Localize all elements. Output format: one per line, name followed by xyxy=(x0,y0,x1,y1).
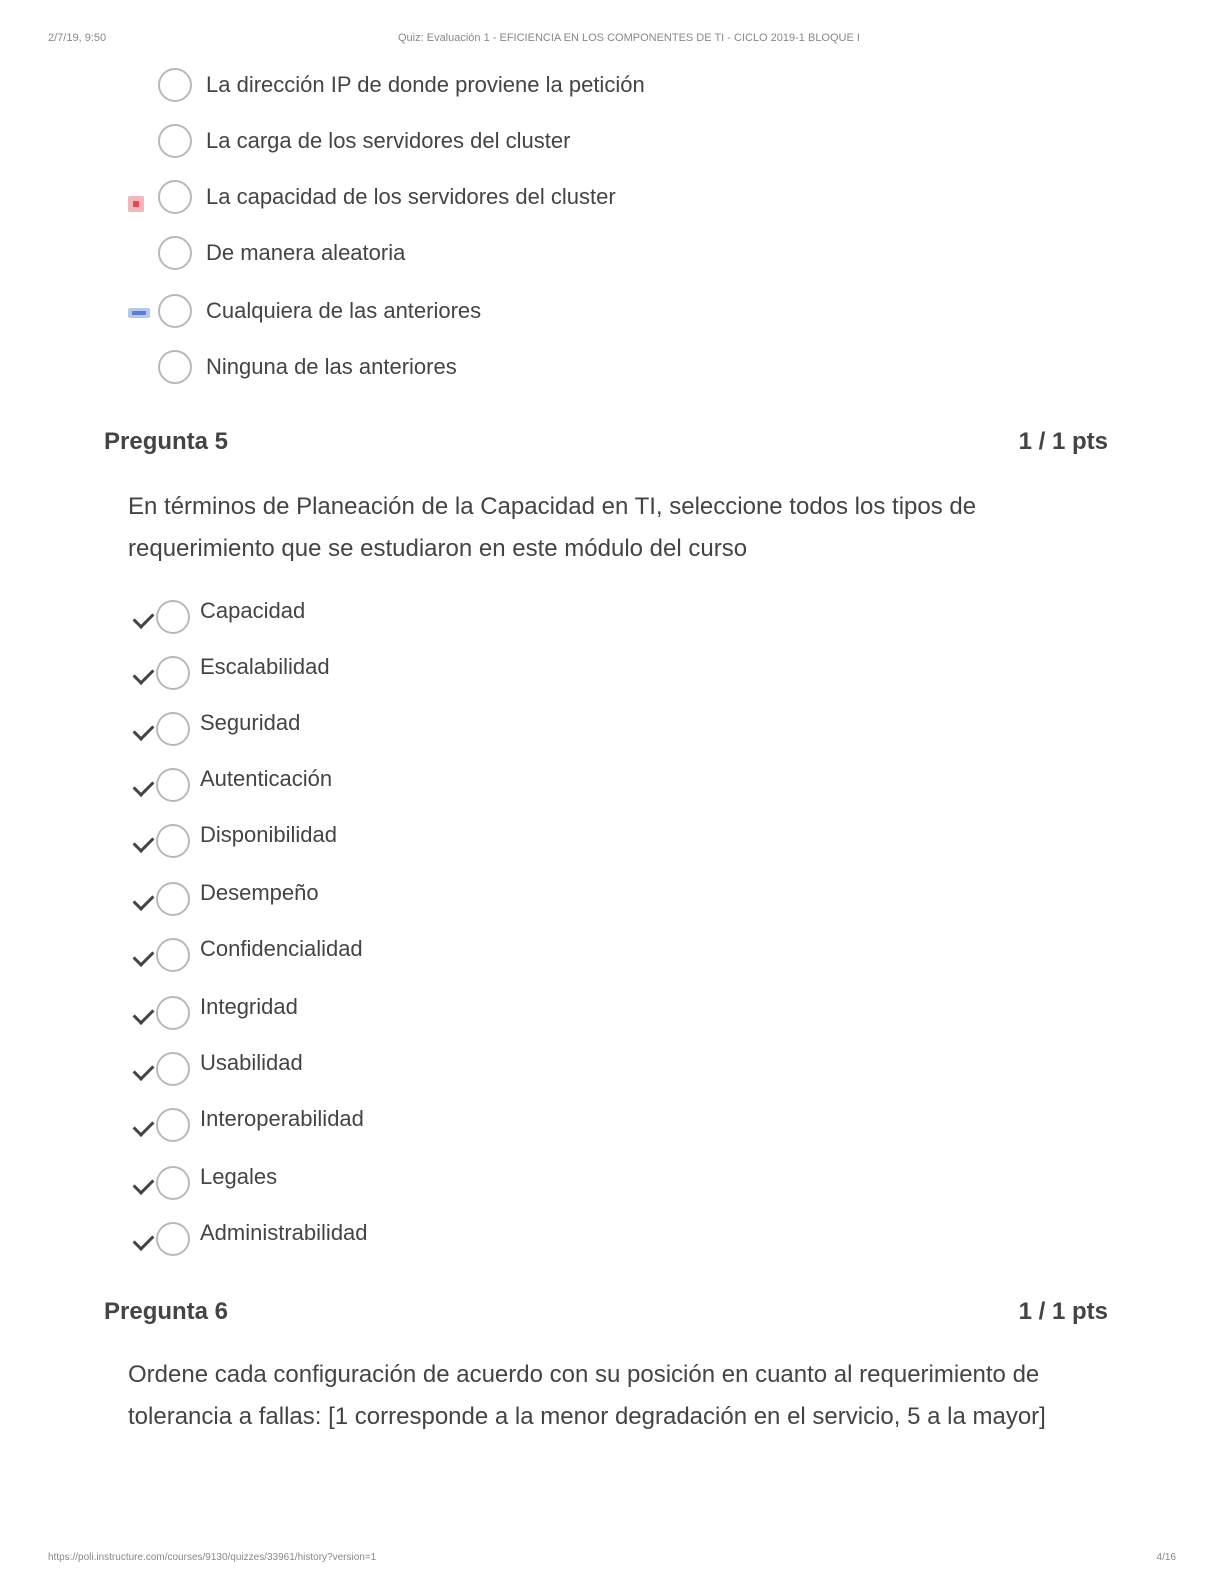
check-icon xyxy=(133,889,155,911)
option-label: Ninguna de las anteriores xyxy=(206,354,457,379)
option-label: La capacidad de los servidores del cluster xyxy=(206,184,616,209)
question5-text: En términos de Planeación de la Capacidad en TI, seleccione todos los tipos de requerimiento que se estudiaron en este módulo del curso xyxy=(128,493,977,562)
radio-button[interactable] xyxy=(158,180,192,214)
checkbox[interactable] xyxy=(156,938,190,972)
option-label: Cualquiera de las anteriores xyxy=(206,298,482,323)
option-label: De manera aleatoria xyxy=(206,240,406,265)
checkbox[interactable] xyxy=(156,656,190,690)
radio-button[interactable] xyxy=(158,236,192,270)
option-label: Legales xyxy=(200,1164,278,1189)
check-icon xyxy=(133,945,155,967)
page-number: 4/16 xyxy=(1156,1552,1176,1563)
wrong-answer-icon xyxy=(128,196,144,212)
option-label: Capacidad xyxy=(200,598,306,623)
radio-button[interactable] xyxy=(158,350,192,384)
check-icon xyxy=(133,1059,155,1081)
check-icon xyxy=(133,775,155,797)
option-label: Desempeño xyxy=(200,880,319,905)
option-label: Usabilidad xyxy=(200,1050,303,1075)
question5-header xyxy=(104,428,1108,460)
page-footer xyxy=(48,1552,1176,1566)
checkbox[interactable] xyxy=(156,768,190,802)
option-label: Autenticación xyxy=(200,766,333,791)
check-icon xyxy=(133,1003,155,1025)
check-icon xyxy=(133,719,155,741)
option-label: Interoperabilidad xyxy=(200,1106,364,1131)
question-points: 1 / 1 pts xyxy=(1018,428,1108,455)
question-title: Pregunta 5 xyxy=(104,428,229,455)
option-label: Disponibilidad xyxy=(200,822,337,847)
check-icon xyxy=(133,1173,155,1195)
check-icon xyxy=(133,607,155,629)
checkbox[interactable] xyxy=(156,1166,190,1200)
checkbox[interactable] xyxy=(156,1108,190,1142)
option-label: La dirección IP de donde proviene la petición xyxy=(206,72,645,97)
question6-text: Ordene cada configuración de acuerdo con su posición en cuanto al requerimiento de tolerancia a fallas: [1 corresponde a la menor degradación en el servicio, 5 a la mayor] xyxy=(128,1361,1046,1430)
check-icon xyxy=(133,1115,155,1137)
question6-header xyxy=(104,1298,1108,1330)
option-label: Administrabilidad xyxy=(200,1220,368,1245)
checkbox[interactable] xyxy=(156,712,190,746)
print-date: 2/7/19, 9:50 xyxy=(48,32,107,44)
question-title: Pregunta 6 xyxy=(104,1298,229,1325)
check-icon xyxy=(133,663,155,685)
checkbox[interactable] xyxy=(156,996,190,1030)
question-points: 1 / 1 pts xyxy=(1018,1298,1108,1325)
correct-answer-icon xyxy=(128,308,150,318)
option-label: Escalabilidad xyxy=(200,654,330,679)
option-label: Seguridad xyxy=(200,710,301,735)
radio-button[interactable] xyxy=(158,68,192,102)
option-label: Confidencialidad xyxy=(200,936,363,961)
option-label: Integridad xyxy=(200,994,298,1019)
radio-button[interactable] xyxy=(158,294,192,328)
check-icon xyxy=(133,1229,155,1251)
checkbox[interactable] xyxy=(156,824,190,858)
radio-button[interactable] xyxy=(158,124,192,158)
check-icon xyxy=(133,831,155,853)
option-label: La carga de los servidores del cluster xyxy=(206,128,571,153)
checkbox[interactable] xyxy=(156,600,190,634)
print-url: https://poli.instructure.com/courses/9130/quizzes/33961/history?version=1 xyxy=(48,1552,377,1563)
checkbox[interactable] xyxy=(156,882,190,916)
page-header xyxy=(48,32,1176,46)
print-title: Quiz: Evaluación 1 - EFICIENCIA EN LOS COMPONENTES DE TI - CICLO 2019-1 BLOQUE I xyxy=(398,32,860,44)
checkbox[interactable] xyxy=(156,1222,190,1256)
checkbox[interactable] xyxy=(156,1052,190,1086)
